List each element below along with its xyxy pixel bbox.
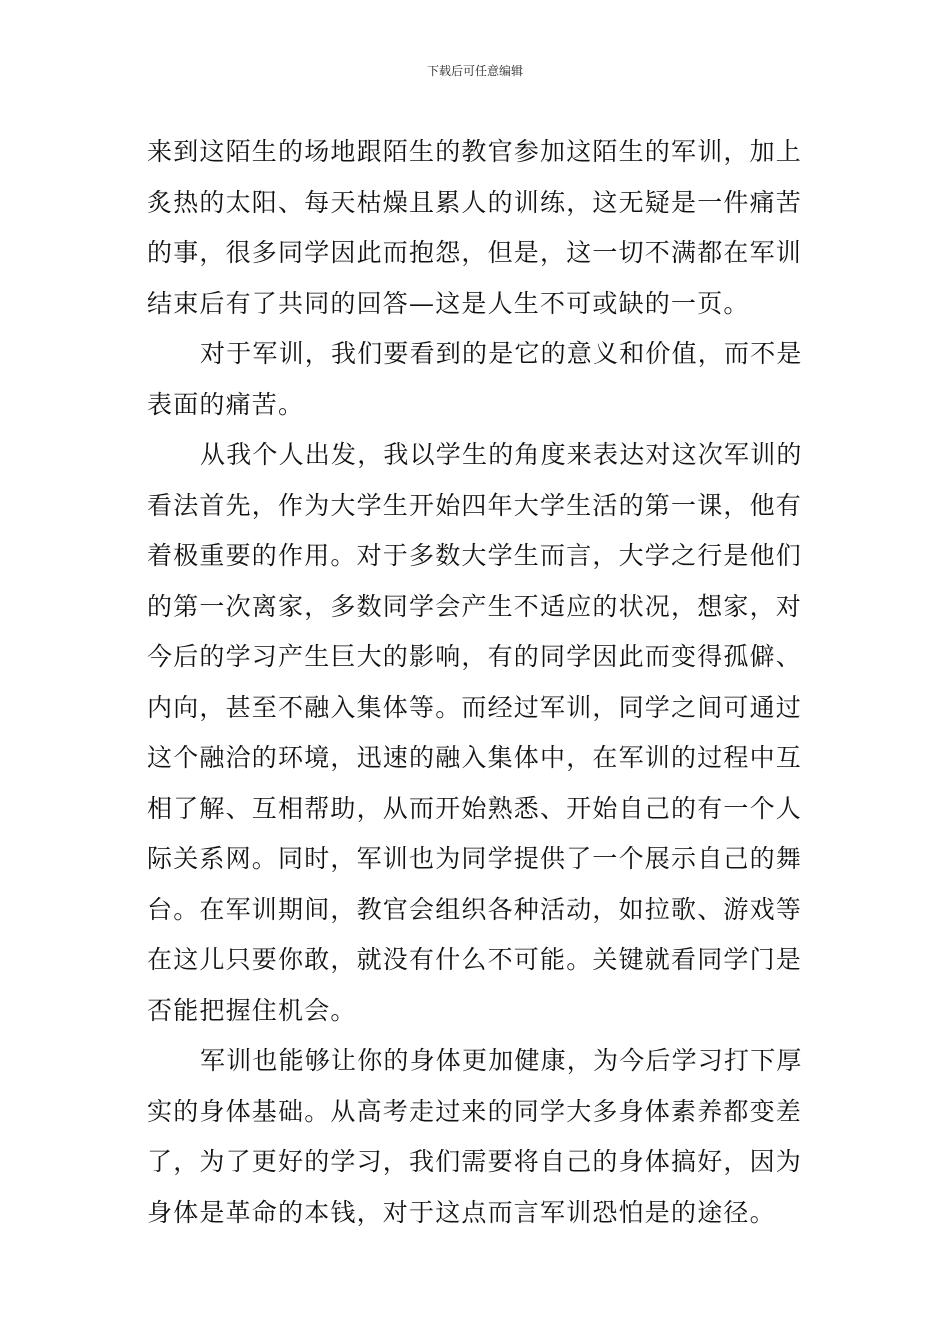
- paragraph-first-line: 军训也能够让你的身体更加健康，为今后学习打下厚: [200, 1046, 803, 1075]
- text-line: 今后的学习产生巨大的影响，有的同学因此而变得孤僻、: [147, 642, 803, 671]
- text-line: 炙热的太阳、每天枯燥且累人的训练，这无疑是一件痛苦: [147, 187, 803, 217]
- text-line: 结束后有了共同的回答—这是人生不可或缺的一页。: [147, 288, 750, 318]
- text-line: 内向，甚至不融入集体等。而经过军训，同学之间可通过: [147, 692, 803, 722]
- text-line: 际关系网。同时，军训也为同学提供了一个展示自己的舞: [147, 844, 803, 873]
- text-line: 着极重要的作用。对于多数大学生而言，大学之行是他们: [147, 541, 803, 570]
- text-line: 身体是革命的本钱，对于这点而言军训恐怕是的途径。: [147, 1197, 776, 1227]
- text-line: 了，为了更好的学习，我们需要将自己的身体搞好，因为: [147, 1147, 803, 1176]
- text-line: 在这儿只要你敢，就没有什么不可能。关键就看同学门是: [147, 945, 803, 974]
- text-line: 实的身体基础。从高考走过来的同学大多身体素养都变差: [147, 1096, 803, 1126]
- text-line: 表面的痛苦。: [147, 389, 305, 419]
- text-line: 看法首先，作为大学生开始四年大学生活的第一课，他有: [147, 490, 803, 520]
- text-line: 相了解、互相帮助，从而开始熟悉、开始自己的有一个人: [147, 793, 803, 823]
- text-line: 的事，很多同学因此而抱怨，但是，这一切不满都在军训: [147, 238, 803, 267]
- text-line: 台。在军训期间，教官会组织各种活动，如拉歌、游戏等: [147, 894, 803, 924]
- text-line: 来到这陌生的场地跟陌生的教官参加这陌生的军训，加上: [147, 137, 803, 166]
- paragraph-first-line: 对于军训，我们要看到的是它的意义和价值，而不是: [200, 339, 803, 368]
- paragraph-first-line: 从我个人出发，我以学生的角度来表达对这次军训的: [200, 440, 803, 469]
- document-body: [147, 127, 807, 1238]
- page-header: 下载后可任意编辑: [426, 64, 523, 78]
- text-line: 的第一次离家，多数同学会产生不适应的状况，想家，对: [147, 591, 803, 621]
- text-line: 否能把握住机会。: [147, 995, 357, 1025]
- text-line: 这个融洽的环境，迅速的融入集体中，在军训的过程中互: [147, 743, 803, 772]
